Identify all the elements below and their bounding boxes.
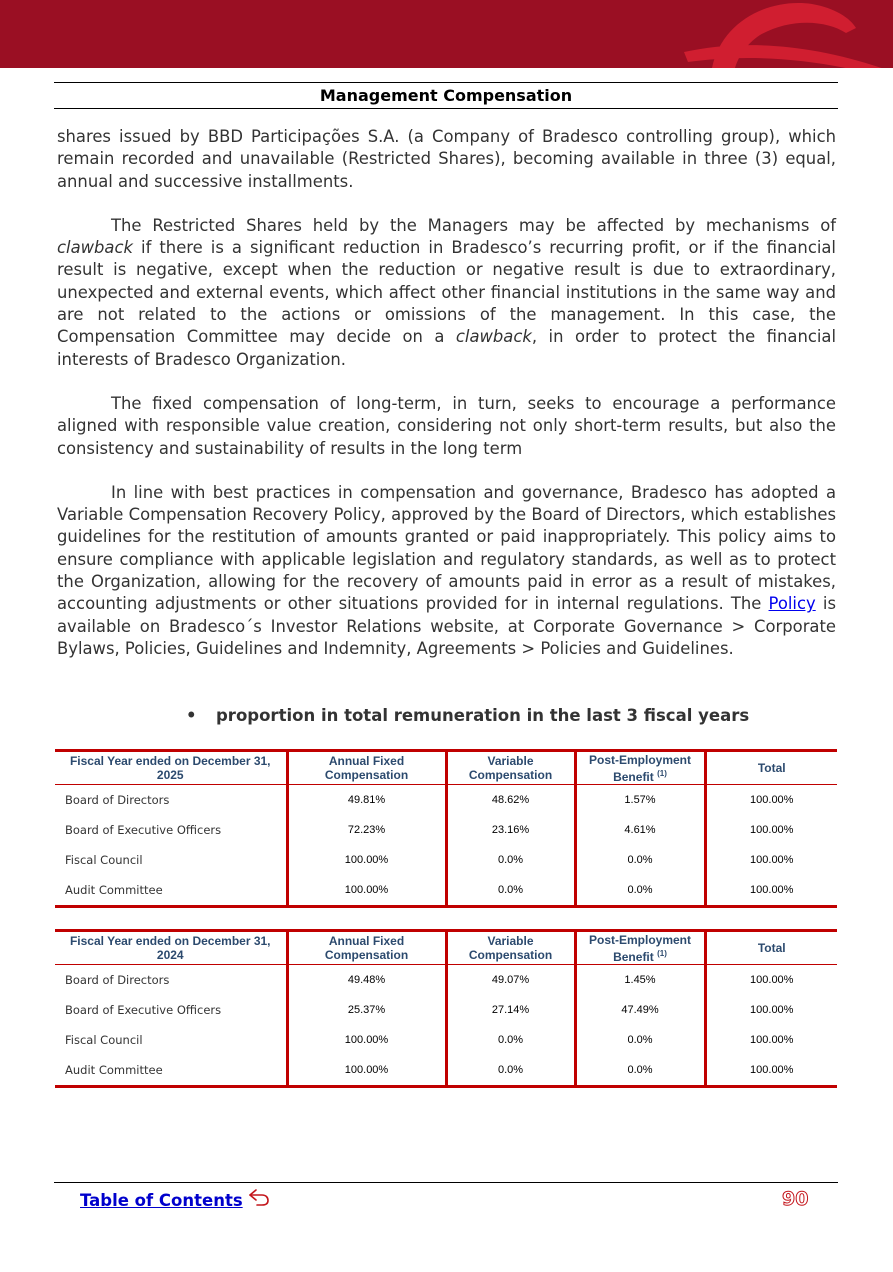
paragraph-3: The fixed compensation of long-term, in turn, seeks to encourage a performance aligned with responsible value creation, considering not only short-term results, but also the consistency and sustainability of results in the long term <box>57 393 836 458</box>
row-label: Audit Committee <box>65 883 163 897</box>
footer-divider <box>54 1182 838 1183</box>
header-post-employment: Post-Employment Benefit $^{(1)}$ <box>575 931 705 965</box>
cell-variable: 0.0% <box>446 875 575 907</box>
cell-total: 100.00% <box>705 1055 837 1087</box>
return-arrow-icon[interactable] <box>247 1187 271 1211</box>
cell-fixed: 49.81% <box>287 785 446 816</box>
header-variable: Variable Compensation <box>446 751 575 785</box>
cell-variable: 27.14% <box>446 995 575 1025</box>
header-post-employment: Post-Employment Benefit $^{(1)}$ <box>575 751 705 785</box>
table-row <box>55 965 837 996</box>
table-row <box>55 1025 837 1055</box>
cell-fixed: 100.00% <box>287 875 446 907</box>
cell-total: 100.00% <box>705 965 837 996</box>
cell-post: 4.61% <box>575 815 705 845</box>
header-total: Total <box>705 751 837 785</box>
page-title: Management Compensation <box>54 82 838 109</box>
table-row <box>55 995 837 1025</box>
cell-post: 1.45% <box>575 965 705 996</box>
row-label: Fiscal Council <box>65 1033 143 1047</box>
policy-link[interactable]: Policy <box>768 594 816 614</box>
table-row <box>55 1055 837 1087</box>
cell-fixed: 100.00% <box>287 1025 446 1055</box>
cell-variable: 48.62% <box>446 785 575 816</box>
compensation-table-2024 <box>55 929 837 1088</box>
paragraph-1: shares issued by BBD Participações S.A. (a Company of Bradesco controlling group), which remain recorded and unavailable (Restricted Shares), becoming available in three (3) equal, annual and successive installments. <box>57 127 836 191</box>
cell-post: 0.0% <box>575 875 705 907</box>
paragraph-2: The Restricted Shares held by the Managers may be affected by mechanisms of clawback if there is a significant reduction in Bradesco’s recurring profit, or if the financial result is negative, except when the reduction or negative result is due to extraordinary, unexpected and external events, which affect other financial institutions in the same way and are not related to the actions or omissions of the management. In this case, the Compensation Committee may decide on a clawback, in order to protect the financial interests of Bradesco Organization. <box>57 215 836 369</box>
cell-fixed: 100.00% <box>287 845 446 875</box>
row-label: Fiscal Council <box>65 853 143 867</box>
paragraph-4: In line with best practices in compensation and governance, Bradesco has adopted a Variable Compensation Recovery Policy, approved by the Board of Directors, which establishes guidelines for the restitution of amounts granted or paid inappropriately. This policy aims to ensure compliance with applicable legislation and regulatory standards, as well as to protect the Organization, allowing for the recovery of amounts paid in error as a result of mistakes, accounting adjustments or other situations provided for in internal regulations. The Policy is available on Bradesco´s Investor Relations website, at Corporate Governance > Corporate Bylaws, Policies, Guidelines and Indemnity, Agreements > Policies and Guidelines. <box>57 482 836 658</box>
table-row <box>55 785 837 816</box>
table-row <box>55 815 837 845</box>
cell-variable: 0.0% <box>446 1025 575 1055</box>
header-annual-fixed: Annual Fixed Compensation <box>287 931 446 965</box>
cell-post: 0.0% <box>575 1025 705 1055</box>
cell-variable: 23.16% <box>446 815 575 845</box>
cell-fixed: 72.23% <box>287 815 446 845</box>
cell-fixed: 49.48% <box>287 965 446 996</box>
cell-post: 0.0% <box>575 845 705 875</box>
cell-variable: 0.0% <box>446 1055 575 1087</box>
row-label: Board of Directors <box>65 973 170 987</box>
cell-variable: 49.07% <box>446 965 575 996</box>
compensation-table-2025 <box>55 749 837 908</box>
cell-total: 100.00% <box>705 785 837 816</box>
row-label: Board of Executive Officers <box>65 823 222 837</box>
cell-fixed: 100.00% <box>287 1055 446 1087</box>
cell-total: 100.00% <box>705 995 837 1025</box>
cell-post: 47.49% <box>575 995 705 1025</box>
row-label: Audit Committee <box>65 1063 163 1077</box>
body-text <box>57 126 836 682</box>
cell-post: 0.0% <box>575 1055 705 1087</box>
cell-total: 100.00% <box>705 815 837 845</box>
table-row <box>55 875 837 907</box>
table-of-contents-link[interactable]: Table of Contents <box>80 1191 243 1210</box>
page-number: 90 <box>782 1188 809 1210</box>
cell-fixed: 25.37% <box>287 995 446 1025</box>
header-annual-fixed: Annual Fixed Compensation <box>287 751 446 785</box>
header-banner <box>0 0 893 68</box>
cell-total: 100.00% <box>705 845 837 875</box>
bullet-heading: • proportion in total remuneration in the last 3 fiscal years <box>186 706 750 725</box>
row-label: Board of Executive Officers <box>65 1003 222 1017</box>
cell-variable: 0.0% <box>446 845 575 875</box>
header-fiscal-year: Fiscal Year ended on December 31, 2025 <box>55 751 287 785</box>
bullet-dot-icon: • <box>186 706 197 725</box>
cell-post: 1.57% <box>575 785 705 816</box>
header-variable: Variable Compensation <box>446 931 575 965</box>
bradesco-logo-icon <box>0 0 893 68</box>
header-total: Total <box>705 931 837 965</box>
table-row <box>55 845 837 875</box>
cell-total: 100.00% <box>705 1025 837 1055</box>
row-label: Board of Directors <box>65 793 170 807</box>
cell-total: 100.00% <box>705 875 837 907</box>
header-fiscal-year: Fiscal Year ended on December 31, 2024 <box>55 931 287 965</box>
